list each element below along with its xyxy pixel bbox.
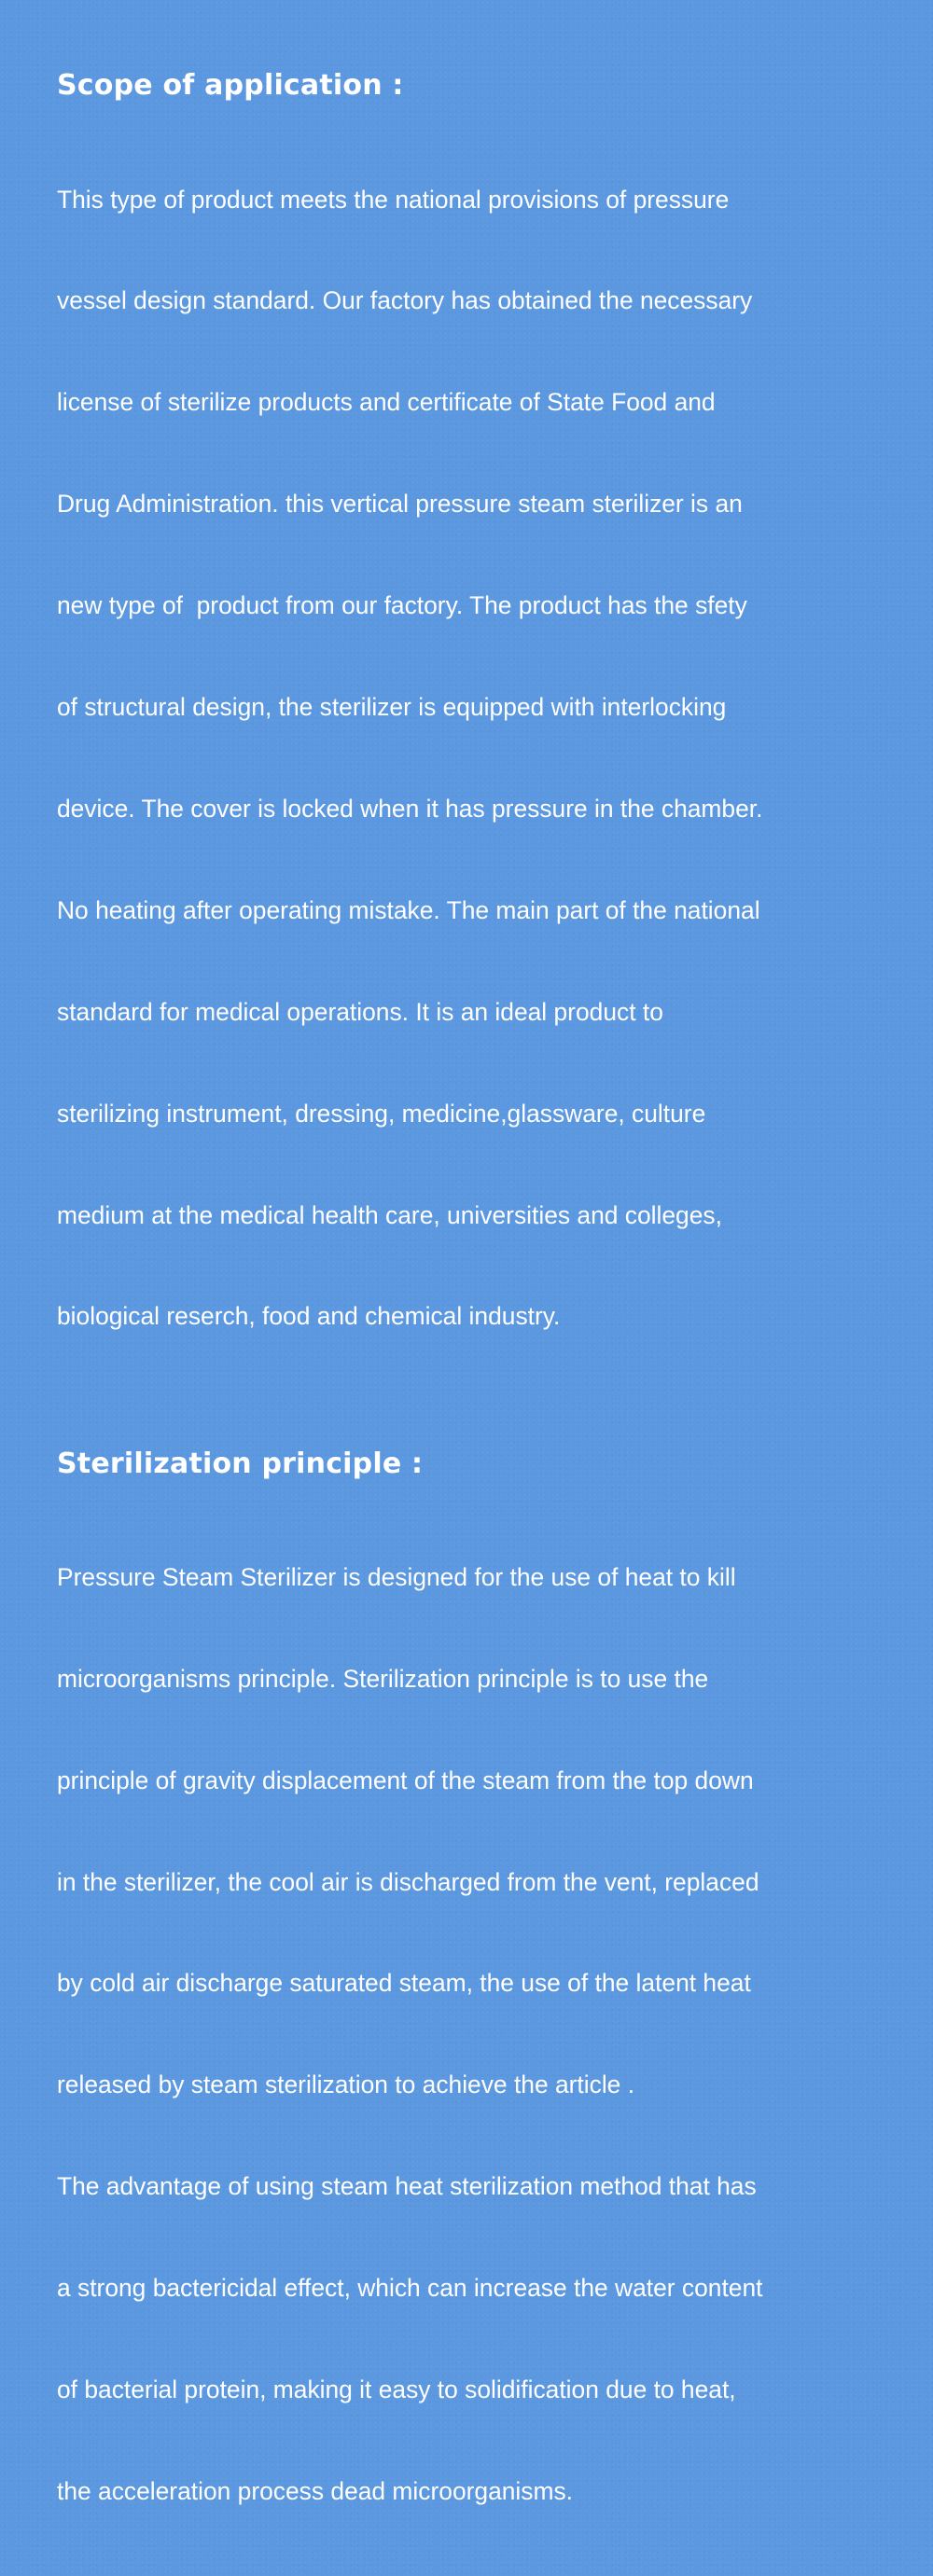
body-line: of structural design, the sterilizer is equipped with interlocking <box>57 693 727 722</box>
body-line: No heating after operating mistake. The main part of the national <box>57 895 760 924</box>
body-line: This type of product meets the national provisions of pressure <box>57 185 730 214</box>
body-line: The advantage of using steam heat sterilization method that has <box>57 2172 757 2201</box>
body-line: biological reserch, food and chemical industry. <box>57 1302 561 1331</box>
body-line: of bacterial protein, making it easy to solidification due to heat, <box>57 2375 736 2403</box>
scope-of-application-body <box>57 115 896 1401</box>
scope-of-application-heading: Scope of application : <box>57 69 404 102</box>
body-line: vessel design standard. Our factory has obtained the necessary <box>57 286 753 315</box>
body-line: standard for medical operations. It is an ideal product to <box>57 997 663 1026</box>
body-line: device. The cover is locked when it has pressure in the chamber. <box>57 794 763 823</box>
body-line: released by steam sterilization to achieve the article . <box>57 2070 635 2099</box>
body-line: microorganisms principle. Sterilization principle is to use the <box>57 1664 709 1693</box>
body-line: by cold air discharge saturated steam, the use of the latent heat <box>57 1969 751 1998</box>
body-line: medium at the medical health care, universities and colleges, <box>57 1200 722 1229</box>
body-line: the acceleration process dead microorganisms. <box>57 2476 574 2505</box>
sterilization-principle-heading: Sterilization principle : <box>57 1447 424 1481</box>
body-line: Pressure Steam Sterilizer is designed for the use of heat to kill <box>57 1562 736 1591</box>
body-line: principle of gravity displacement of the steam from the top down <box>57 1766 754 1794</box>
sterilization-principle-body <box>57 1492 896 2576</box>
body-line: new type of product from our factory. The product has the sfety <box>57 591 747 620</box>
body-line: a strong bactericidal effect, which can increase the water content <box>57 2274 763 2303</box>
sterilization-principle-section <box>57 1446 896 2576</box>
scope-of-application-section <box>57 67 896 1401</box>
body-line: sterilizing instrument, dressing, medicine,glassware, culture <box>57 1099 706 1128</box>
body-line: in the sterilizer, the cool air is discharged from the vent, replaced <box>57 1867 759 1896</box>
body-line: Drug Administration. this vertical pressure steam sterilizer is an <box>57 490 743 519</box>
body-line: license of sterilize products and certificate of State Food and <box>57 388 716 417</box>
